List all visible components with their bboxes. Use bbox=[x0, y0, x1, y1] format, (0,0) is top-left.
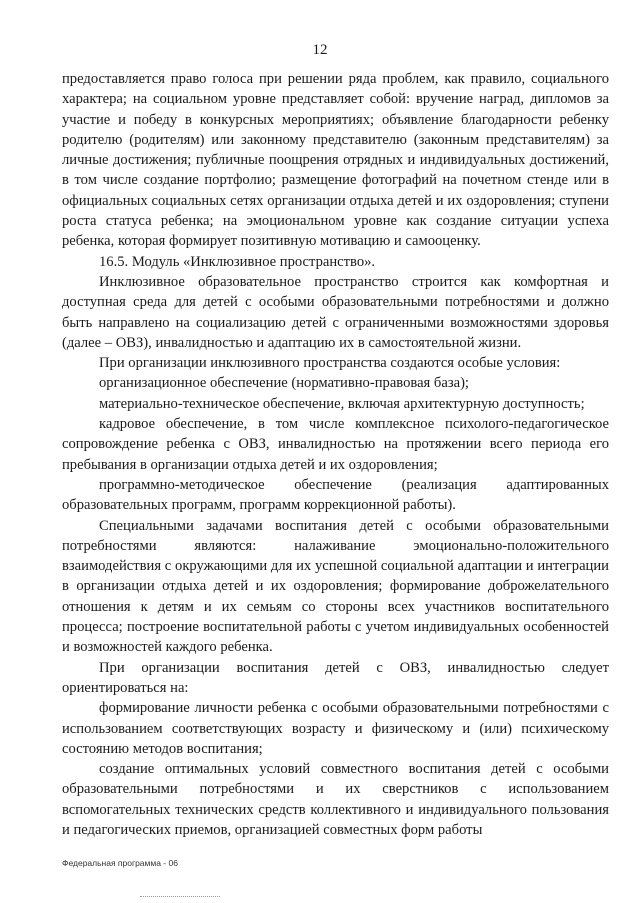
paragraph: предоставляется право голоса при решении ряда проблем, как правило, социального характера; на социальном уровне представляет собой: вручение наград, дипломов за участие и победу в конкурсных мероприятиях; объявление благодарности ребенку родителю (родителям) или законному представителю (законным представителям) за личные достижения; публичные поощрения отрядных и индивидуальных достижений, в том числе создание портфолио; размещение фотографий на почетном стенде или в официальных социальных сетях организации отдыха детей и их оздоровления; ступени роста статуса ребенка; на эмоциональном уровне как создание ситуации успеха ребенка, которая формирует позитивную мотивацию и самооценку. bbox=[62, 71, 609, 250]
paragraph: При организации воспитания детей с ОВЗ, инвалидностью следует ориентироваться на: bbox=[62, 659, 609, 696]
paragraph: Специальными задачами воспитания детей с особыми образовательными потребностями являются: налаживание эмоционально-положительного взаимодействия с окружающими для их успешной социальной адаптации и интеграции в организации отдыха детей и их оздоровления; формирование доброжелательного отношения к детям и их семьям со стороны всех участников воспитательного процесса; построение воспитательной работы с учетом индивидуальных особенностей и возможностей каждого ребенка. bbox=[62, 517, 609, 656]
module-heading: 16.5. Модуль «Инклюзивное пространство». bbox=[99, 253, 376, 270]
list-item: материально-техническое обеспечение, включая архитектурную доступность; bbox=[99, 395, 585, 412]
list-item: программно-методическое обеспечение (реализация адаптированных образовательных программ, программ коррекционной работы). bbox=[62, 476, 609, 514]
page-number: 12 bbox=[312, 42, 328, 58]
list-item: кадровое обеспечение, в том числе комплексное психолого-педагогическое сопровождение ребенка с ОВЗ, инвалидностью на протяжении всего периода его пребывания в организации отдыха детей и их оздоровления; bbox=[62, 416, 609, 473]
document-body bbox=[62, 69, 609, 840]
scan-edge-mark bbox=[140, 896, 220, 898]
list-item: организационное обеспечение (нормативно-правовая база); bbox=[99, 375, 469, 392]
paragraph: Инклюзивное образовательное пространство строится как комфортная и доступная среда для детей с особыми образовательными потребностями и должно быть направлено на социализацию детей с ограниченными возможностями здоровья (далее – ОВЗ), инвалидностью и адаптацию их в самостоятельной жизни. bbox=[62, 273, 609, 351]
list-item: формирование личности ребенка с особыми образовательными потребностями с использованием соответствующих возрасту и физическому и (или) психическому состоянию методов воспитания; bbox=[62, 700, 609, 757]
paragraph: При организации инклюзивного пространства создаются особые условия: bbox=[99, 355, 561, 372]
list-item: создание оптимальных условий совместного воспитания детей с особыми образовательными потребностями и их сверстников с использованием вспомогательных технических средств коллективного и индивидуального пользования и педагогических приемов, организацией совместных форм работы bbox=[62, 761, 609, 838]
footer-label: Федеральная программа - 06 bbox=[62, 858, 178, 868]
